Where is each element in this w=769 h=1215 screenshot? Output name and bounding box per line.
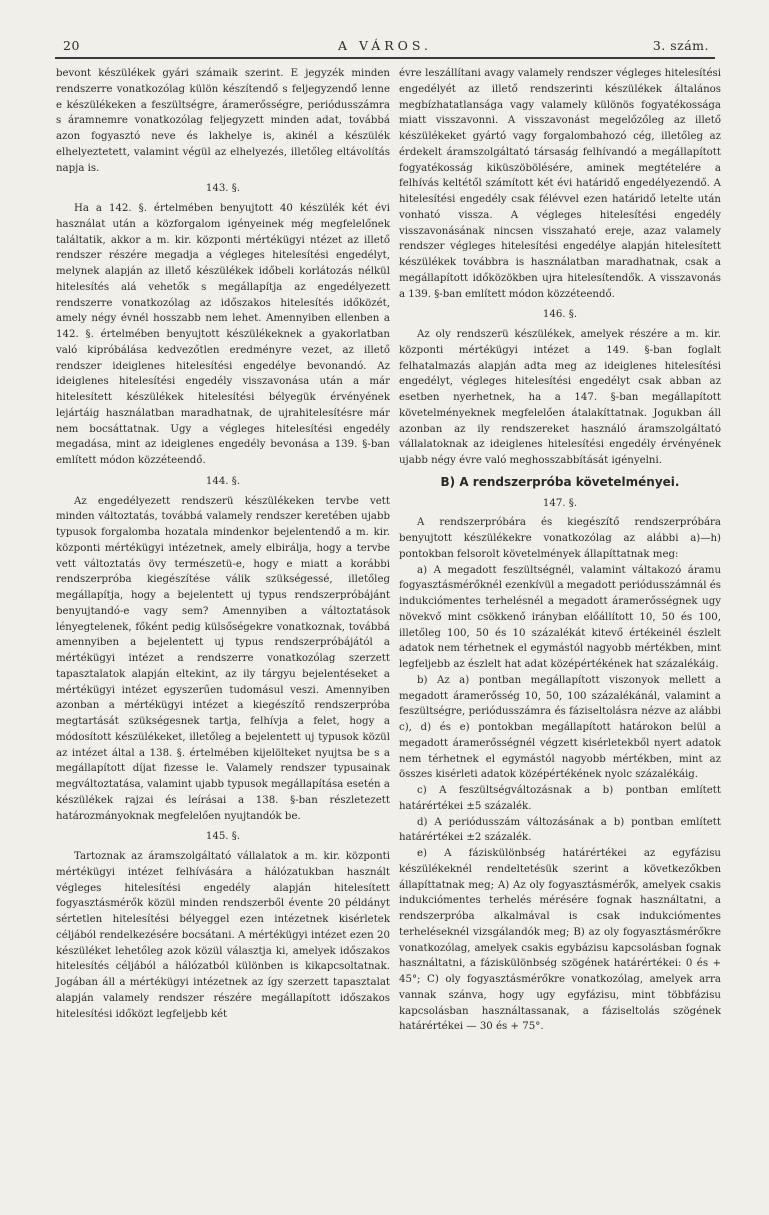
page-number: 20	[63, 38, 80, 53]
paragraph-143: Ha a 142. §. értelmében benyujtott 40 készülék két évi használat után a közforgalom igényeinek még megfelelőnek találtatik, akkor a m. kir. központi mértékügyi ntézet az illető rendszer részére megadja a végleges hitelesítési engedélyt, melynek alapján az illető készülékek időbeli korlátozás nélkül hitelesítés alá vehetők s megállapítja az engedélyezett rendszerre vonatkozólag az időszakos hitelesítés időközét, amely négy évnél hosszabb nem lehet. Amennyiben ellenben a 142. §. értelmében benyujtott készülékeknek a gyakorlatban való kipróbálása kedvezőtlen eredményre vezet, az illető rendszer ideiglenes hitelesítési engedélye bevonandó. Az ideiglenes hitelesítési engedély visszavonása után a már hitelesített készülékek hitelesítési bélyegük érvényének lejártáig használatban maradhatnak, de ujrahitelesítésre már nem bocsáttatnak. Ugy a végleges hitelesítési engedély megadása, mint az ideiglenes engedély bevonása a 139. §-ban említett módon közzéteendő.	[56, 203, 390, 466]
paragraph-145: Tartoznak az áramszolgáltató vállalatok a m. kir. központi mértékügyi intézet felhívására a hálózatukban használt végleges hitelesítési engedély alapján hitelesített fogyasztásmérők közül minden rendszerből évente 20 példányt sértetlen hitelesítési bélyeggel ezen intézetnek kisérletek céljából rendelkezésére bocsátani. A mértékügyi intézet ezen 20 készüléket lehetőleg azok közül választja ki, amelyek időszakos hitelesítés céljából a hálózatból különben is kikapcsoltatnak. Jogában áll a mértékügyi intézetnek az így szerzett tapasztalat alapján valamely rendszer részére megállapított időszakos hitelesítési időközt legfeljebb két	[56, 851, 390, 1020]
section-heading-144: 144. §.	[205, 475, 241, 487]
section-heading-145: 145. §.	[205, 831, 241, 843]
journal-title: A VÁROS.	[338, 38, 432, 53]
issue-number: 3. szám.	[652, 38, 709, 53]
section-heading-146: 146. §.	[542, 309, 578, 321]
paragraph-147-b: b) Az a) pontban megállapított viszonyok mellett a megadott áramerősség 10, 50, 100 százalékánál, valamint a feszültségre, periódusszámra és fáziseltolásra nézve az alábbi c), d) és e) pontokban megállapított határokon belül a megadott áramerősségnél végzett kisérletekből nyert adatok nem térhetnek el egymástól nagyobb mértékben, mint az összes kisérleti adatok középértékének nyolc százalékáig.	[399, 674, 721, 781]
paragraph-continuation: évre leszállítani avagy valamely rendszer végleges hitelesítési engedélyét az illető rendszerinti készülékek általános megbízhatatlansága vagy valamely különös fogyatékossága miatt visszavonni. A visszavonást megelőzőleg az illető készülékeket gyártó vagy forgalombahozó cég, illetőleg az érdekelt áramszolgáltató társaság felhívandó a megállapított fogyatékosság kiküszöbölésére, aminek megtételére a felhívás keltétől számított két évi határidő engedélyezendő. A hitelesítési engedély csak félévvel ezen határidő letelte után vonható vissza. A végleges hitelesítési engedély visszavonásának nincsen visszaható ereje, azaz valamely rendszer végleges hitelesítési engedélye alapján hitelesített készülékek továbbra is használatban maradhatnak, csak a megállapított időközökben ujra hitelesítendők. A visszavonás a 139. §-ban említett módon közzéteendő.	[399, 68, 721, 300]
paragraph-intro: bevont készülékek gyári számaik szerint. E jegyzék minden rendszerre vonatkozólag külön készítendő s feljegyzendő lenne e készülékeken a feszültségre, áramerősségre, periódusszámra s áramnemre vonatkozólag feljegyzett minden adat, továbbá azon fogyasztó neve és lakhelye is, akinél a készülék elhelyeztetett, valamint végül az elhelyezés, illetőleg eltávolítás napja is.	[56, 68, 390, 174]
subheading-b: B) A rendszerpróba követelményei.	[440, 474, 680, 489]
paragraph-147: A rendszerpróbára és kiegészítő rendszerpróbára benyujtott készülékekre vonatkozólag az alábbi a)—h) pontokban felsorolt követelmények állapíttatnak meg:	[399, 517, 721, 560]
section-heading-143: 143. §.	[205, 183, 241, 195]
header-rule	[55, 57, 715, 59]
section-heading-147: 147. §.	[542, 497, 578, 509]
paragraph-147-e: e) A fáziskülönbség határértékei az egyfázisu készülékeknél rendeltetésük szerint a következőkben állapíttatnak meg; A) Az oly fogyasztásmérők, amelyek csakis indukciómentes terhelés mérésére fognak használtatni, a rendszerpróba alkalmával is csak indukciómentes terheléseknél vizsgálandók meg; B) az oly fogyasztásmérőkre vonatkozólag, amelyek csakis egybázisu kapcsolásban fognak használtatni, a fáziskülönbség szögének határértékei: 0 és + 45°; C) oly fogyasztásmérőkre vonatkozólag, amelyek arra vannak szánva, hogy ugy egyfázisu, mint többfázisu kapcsolásban használtassanak, a fáziseltolás szögének határértékei — 30 és + 75°.	[399, 848, 721, 1033]
paragraph-144: Az engedélyezett rendszerü készülékeken tervbe vett minden változtatás, továbbá valamely rendszer keretében ujabb typusok forgalomba hozatala mindenkor bejelentendő a m. kir. központi mértékügyi intézetnek, amely elbirálja, hogy a tervbe vett változtatás övy természetü-e, hogy e miatt a korábbi rendszerpróba kiegészítése válik szükségessé, illetőleg megállapítja, hogy a bejelentett uj typus rendszerpróbájánt benyujtandó-e vagy sem? Amennyiben a változtatások lényegtelenek, főként pedig külsőségekre vonatkoznak, továbbá amennyiben a bejelentett uj typus rendszerpróbájától a mértékügyi intézet a rendszerre vonatkozólag szerzett tapasztalatok alapján eltekint, az ily tárgyu bejelentéseket a mértékügyi intézet egyszerűen tudomásul veszi. Amennyiben azonban a mértékügyi intézet a kiegészítő rendszerpróba megtartását szükségesnek tartja, felhívja a felet, hogy a módosított készülékeket, illetőleg a bejelentett uj typusok közül az intézet által a 138. §. értelmében kijelölteket nyujtsa be s a megállapított díjat fizesse le. Valamely rendszer typusainak megváltoztatása, valamint ujabb typusok megállapítása esetén a készülékek rajzai és leírásai a 138. §-ban részletezett határozmányoknak megfelelően nyujtandók be.	[56, 495, 390, 822]
right-column	[399, 66, 721, 1035]
paragraph-147-a: a) A megadott feszültségnél, valamint váltakozó áramu fogyasztásmérőknél ezenkívül a megadott periódusszámnál és indukciómentes terhelésnél a megadott áramerősségnek ugy növekvő mint csökkenő irányban előállított 10, 50 és 100, illetőleg 100, 50 és 10 százalékát kitevő értékeinél észlelt adatok nem térhetnek el egymástól nagyobb mértékben, mint legfeljebb az észlelt hat adat középértékének hat százalékáig.	[399, 564, 721, 670]
left-column	[56, 66, 390, 1022]
paragraph-147-c: c) A feszültségváltozásnak a b) pontban említett határértékei ±5 százalék.	[399, 785, 721, 812]
paragraph-147-d: d) A periódusszám változásának a b) pontban említett határértékei ±2 százalék.	[399, 816, 721, 844]
paragraph-146: Az oly rendszerü készülékek, amelyek részére a m. kir. központi mértékügyi intézet a 149. §-ban foglalt felhatalmazás alapján adta meg az ideiglenes hitelesítési engedélyt, végleges hitelesítési engedélyt csak abban az esetben nyerhetnek, ha a 147. §-ban megállapított követelményeknek megfelelően átalakíttatnak. Jogukban áll azonban az ily rendszereket használó áramszolgáltató vállalatoknak az ideiglenes hitelesítési engedély érvényének ujabb négy évre való meghosszabbítását igényelni.	[399, 329, 721, 466]
page-header	[55, 36, 715, 56]
